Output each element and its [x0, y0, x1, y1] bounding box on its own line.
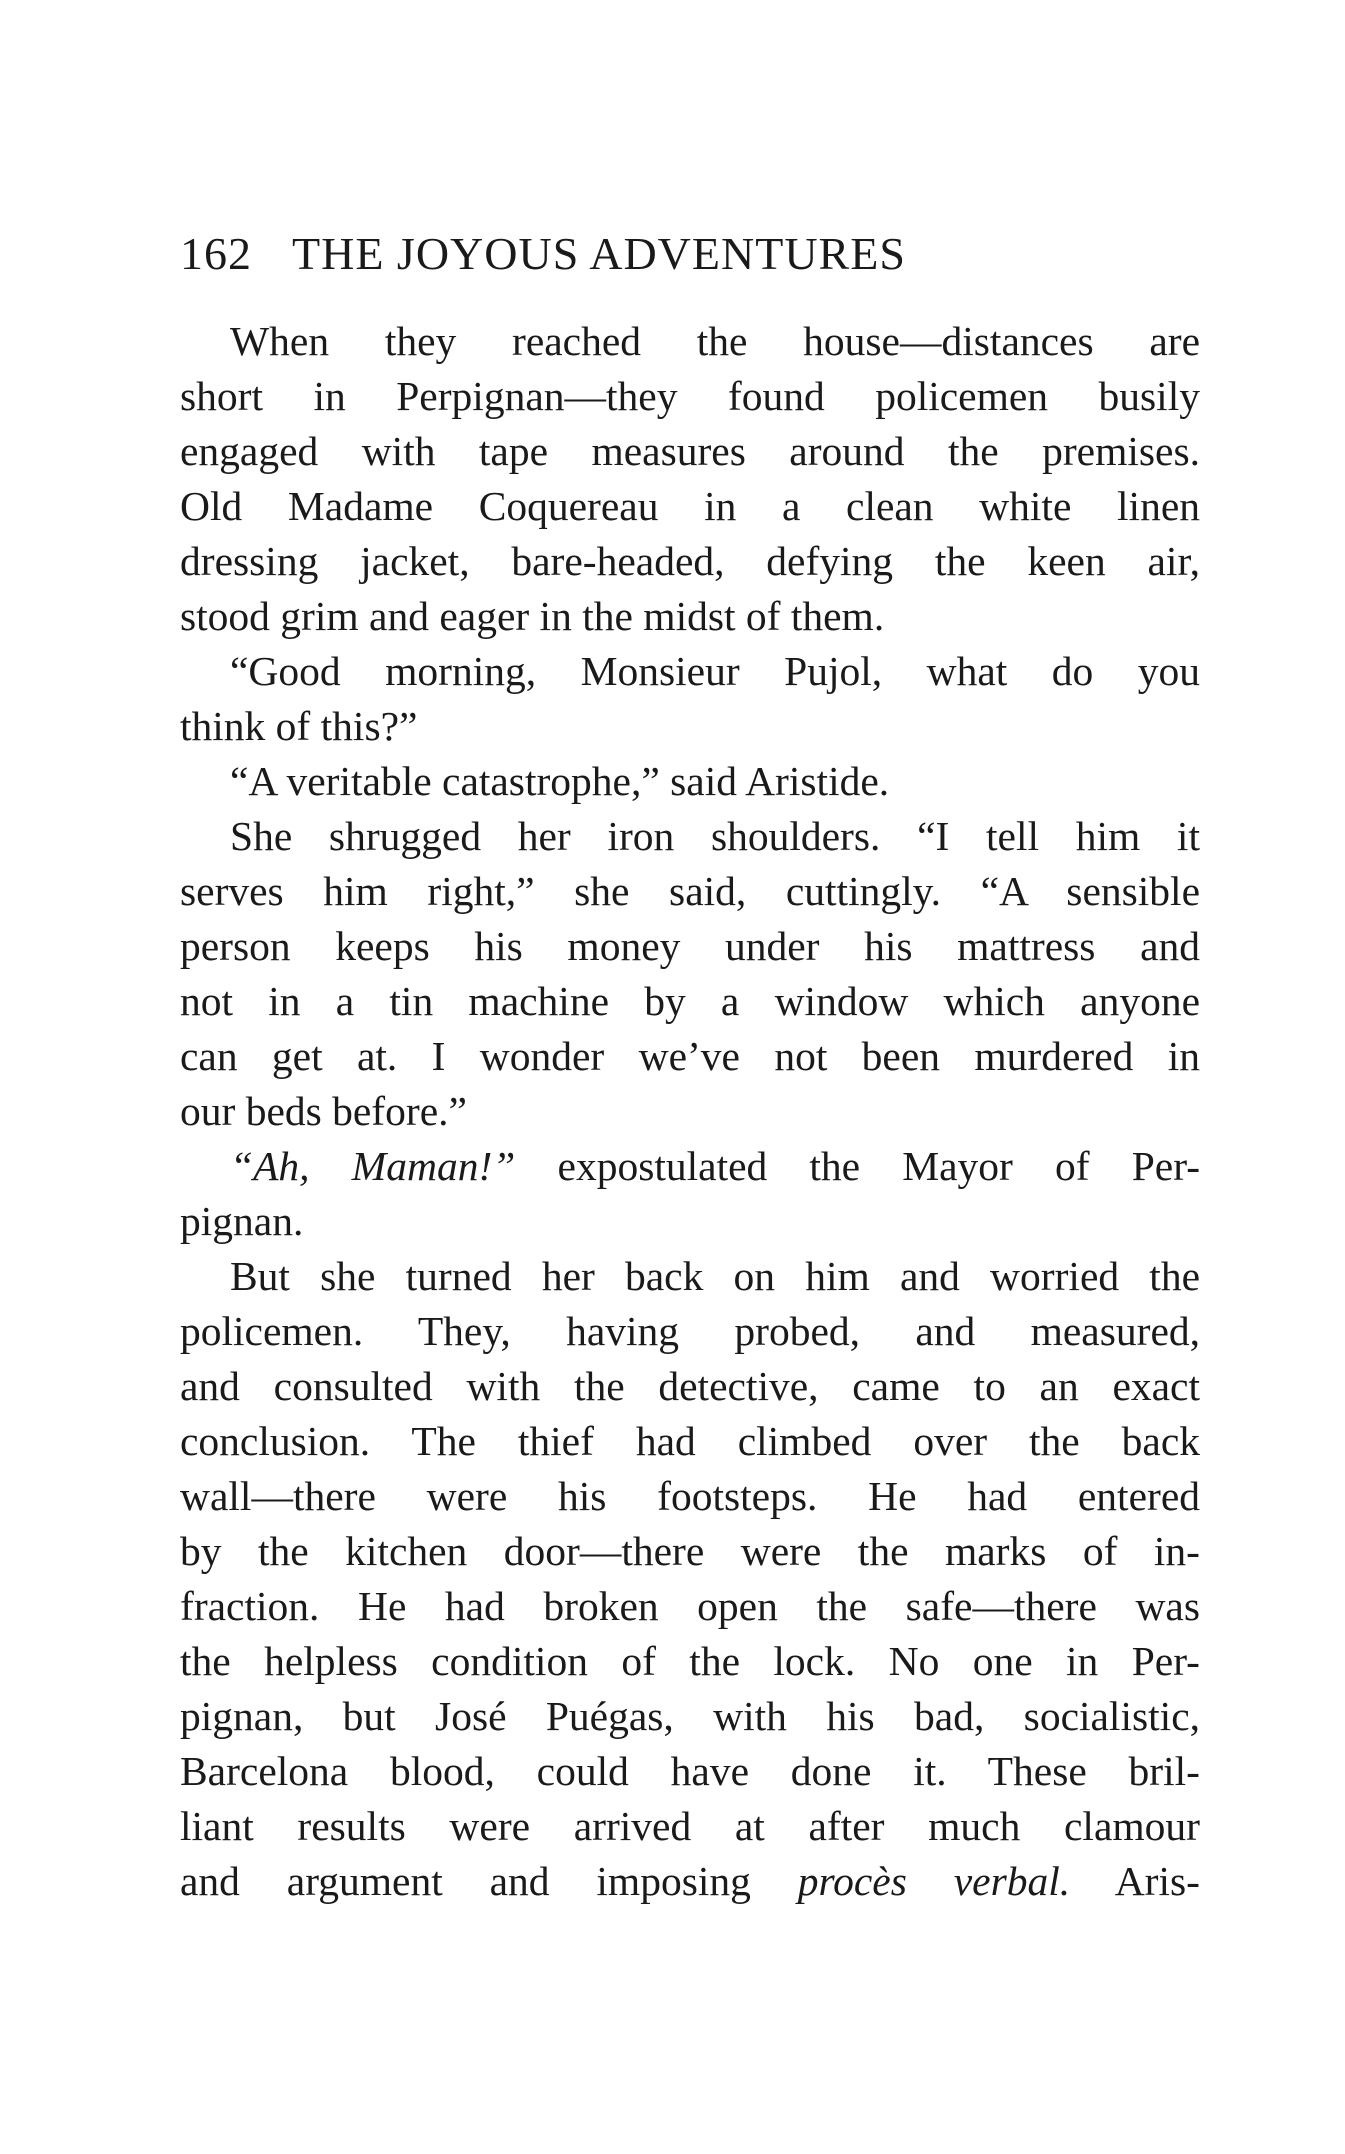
- text-segment: Old Madame Coquereau in a clean white linen: [180, 483, 1200, 529]
- text-line: [180, 974, 1200, 1029]
- text-line: [180, 1304, 1200, 1359]
- text-segment: pignan, but José Puégas, with his bad, socialistic,: [180, 1693, 1200, 1739]
- text-line: [180, 1249, 1200, 1304]
- running-head: [180, 224, 1200, 284]
- text-segment: fraction. He had broken open the safe—there was: [180, 1583, 1200, 1629]
- text-segment: She shrugged her iron shoulders. “I tell him it: [230, 813, 1200, 859]
- body-text: [180, 314, 1200, 1909]
- text-line: [180, 754, 1200, 809]
- text-line: [180, 699, 1200, 754]
- text-segment: can get at. I wonder we’ve not been murdered in: [180, 1033, 1200, 1079]
- text-line: [180, 314, 1200, 369]
- text-segment: liant results were arrived at after much clamour: [180, 1803, 1200, 1849]
- text-segment: the helpless condition of the lock. No one in Per-: [180, 1638, 1200, 1684]
- text-line: [180, 479, 1200, 534]
- text-segment: Aris-: [1070, 1858, 1200, 1904]
- text-line: [180, 1799, 1200, 1854]
- text-line: [180, 919, 1200, 974]
- text-segment: Barcelona blood, could have done it. These bril-: [180, 1748, 1200, 1794]
- text-line: [180, 644, 1200, 699]
- page-number: 162: [180, 228, 252, 279]
- text-line: [180, 1139, 1200, 1194]
- text-line: [180, 424, 1200, 479]
- text-line: [180, 1634, 1200, 1689]
- text-segment: When they reached the house—distances are: [230, 318, 1200, 364]
- text-line: [180, 1744, 1200, 1799]
- text-segment: conclusion. The thief had climbed over the back: [180, 1418, 1200, 1464]
- text-segment: dressing jacket, bare-headed, defying the keen air,: [180, 538, 1200, 584]
- text-line: [180, 534, 1200, 589]
- text-line: [180, 369, 1200, 424]
- text-line: [180, 1469, 1200, 1524]
- text-segment: policemen. They, having probed, and measured,: [180, 1308, 1200, 1354]
- text-segment: expostulated the Mayor of Per-: [515, 1143, 1201, 1189]
- text-line: [180, 1689, 1200, 1744]
- text-segment: But she turned her back on him and worried the: [230, 1253, 1200, 1299]
- text-segment: by the kitchen door—there were the marks of in-: [180, 1528, 1200, 1574]
- text-line: [180, 1854, 1200, 1909]
- text-line: [180, 589, 1200, 644]
- text-segment: stood grim and eager in the midst of them.: [180, 593, 885, 639]
- text-line: [180, 1579, 1200, 1634]
- text-line: [180, 1524, 1200, 1579]
- text-line: [180, 1194, 1200, 1249]
- text-segment: person keeps his money under his mattress and: [180, 923, 1200, 969]
- text-line: [180, 1359, 1200, 1414]
- text-segment: our beds before.”: [180, 1088, 467, 1134]
- text-segment: serves him right,” she said, cuttingly. “A sensible: [180, 868, 1200, 914]
- text-segment: short in Perpignan—they found policemen busily: [180, 373, 1200, 419]
- text-segment: engaged with tape measures around the premises.: [180, 428, 1200, 474]
- text-segment: pignan.: [180, 1198, 304, 1244]
- text-segment: “A veritable catastrophe,” said Aristide.: [230, 758, 890, 804]
- text-segment: think of this?”: [180, 703, 418, 749]
- text-line: [180, 1029, 1200, 1084]
- text-segment: and consulted with the detective, came to an exact: [180, 1363, 1200, 1409]
- text-segment: not in a tin machine by a window which anyone: [180, 978, 1200, 1024]
- italic-text-segment: procès verbal.: [797, 1858, 1071, 1904]
- text-segment: wall—there were his footsteps. He had entered: [180, 1473, 1200, 1519]
- text-line: [180, 1084, 1200, 1139]
- italic-text-segment: “Ah, Maman!”: [230, 1143, 516, 1189]
- text-line: [180, 809, 1200, 864]
- text-segment: “Good morning, Monsieur Pujol, what do you: [230, 648, 1200, 694]
- text-segment: and argument and imposing: [180, 1858, 798, 1904]
- text-line: [180, 1414, 1200, 1469]
- running-title: THE JOYOUS ADVENTURES: [292, 228, 906, 279]
- text-line: [180, 864, 1200, 919]
